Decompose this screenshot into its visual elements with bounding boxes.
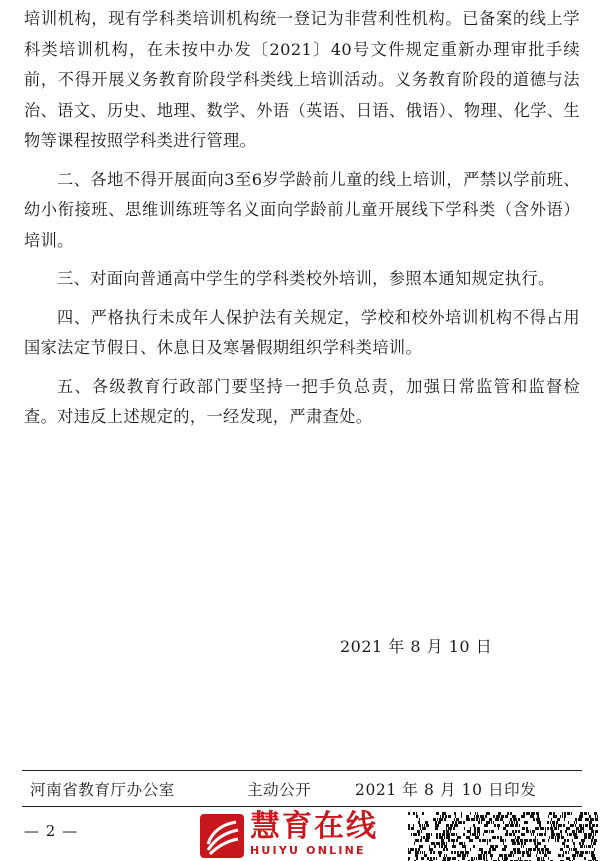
- huiyu-logo-icon: [200, 814, 244, 858]
- paragraph-item-2: 二、各地不得开展面向3至6岁学龄前儿童的线上培训，严禁以学前班、幼小衔接班、思维训练班等名义面向学龄前儿童开展线下学科类（含外语）培训。: [24, 169, 580, 250]
- paragraph-item-4: 四、严格执行未成年人保护法有关规定，学校和校外培训机构不得占用国家法定节假日、休息日及寒暑假期组织学科类培训。: [24, 307, 580, 357]
- issue-date: 2021 年 8 月 10 日印发: [355, 781, 537, 799]
- barcode-strip: [408, 812, 598, 861]
- paragraph-continuation: 培训机构，现有学科类培训机构统一登记为非营利性机构。已备案的线上学科类培训机构，在未按中办发〔2021〕40号文件规定重新办理审批手续前，不得开展义务教育阶段学科类线上培训活动。义务教育阶段的道德与法治、语文、历史、地理、数学、外语（英语、日语、俄语）、物理、化学、生物等课程按照学科类进行管理。: [24, 9, 580, 150]
- logo-brand-cn: 慧育在线: [250, 809, 378, 844]
- logo-brand-en: HUIYU ONLINE: [250, 844, 366, 857]
- footer-bottom-rule: [22, 806, 582, 807]
- page-number: — 2 —: [24, 822, 79, 840]
- document-body: [24, 4, 580, 441]
- signature-date: 2021 年 8 月 10 日: [340, 637, 493, 656]
- paragraph-item-5: 五、各级教育行政部门要坚持一把手负总责，加强日常监管和监督检查。对违反上述规定的，一经发现，严肃查处。: [24, 376, 580, 426]
- watermark-logo: [200, 808, 405, 860]
- issuance-footer: [22, 776, 582, 802]
- paragraph-item-3: 三、对面向普通高中学生的学科类校外培训，参照本通知规定执行。: [57, 269, 555, 288]
- issuing-office: 河南省教育厅办公室: [30, 781, 175, 799]
- disclosure-type: 主动公开: [247, 781, 312, 799]
- footer-top-rule: [22, 770, 582, 771]
